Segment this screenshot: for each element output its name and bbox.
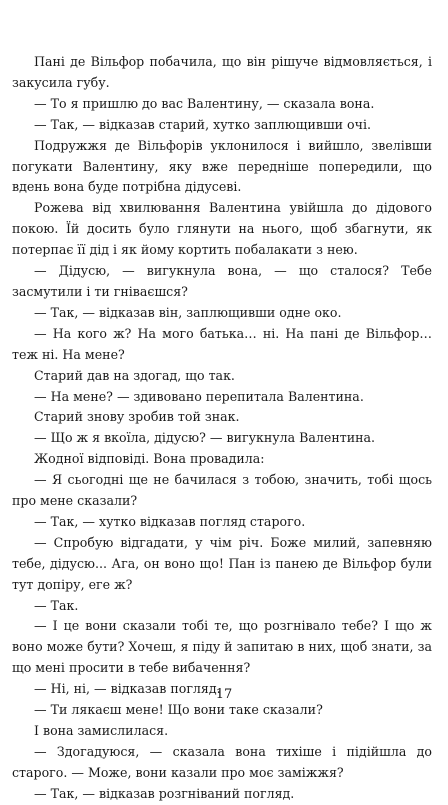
paragraph: Рожева від хвилювання Валентина увійшла до дідового покою. Їй досить було глянути на нього, щоб збагнути, як потерпає її дід і як йому кортить побалакати з нею.: [12, 200, 432, 258]
paragraph: — Дідусю, — вигукнула вона, — що сталося? Тебе засмутили і ти гніваєшся?: [12, 263, 432, 299]
paragraph: — Що ж я вкоїла, дідусю? — вигукнула Валентина.: [34, 430, 376, 446]
page-number: 17: [215, 687, 233, 702]
paragraph: — Ні, ні, — відказав погляд.: [34, 681, 221, 697]
paragraph: — Так, — хутко відказав погляд старого.: [34, 513, 306, 529]
paragraph: Подружжя де Вільфорів уклонилося і вийшло, звелівши погукати Валентину, яку вже передніше попередили, що вдень вона буде потрібна дідусеві.: [12, 137, 432, 195]
paragraph: — Так.: [34, 597, 79, 613]
paragraph: — То я пришлю до вас Валентину, — сказала вона.: [34, 95, 375, 111]
paragraph: — Так, — відказав він, заплющивши одне око.: [34, 304, 342, 320]
paragraph: — Так, — відказав розгніваний погляд.: [34, 785, 295, 801]
paragraph: — На кого ж? На мого батька… ні. На пані де Вільфор… теж ні. На мене?: [12, 325, 432, 362]
paragraph: — Спробую відгадати, у чім річ. Боже милий, запевняю тебе, дідусю... Ага, он воно що! Пан із панею де Вільфор були тут допіру, еге ж?: [12, 534, 432, 592]
paragraph: — Так, — відказав старий, хутко заплющивши очі.: [34, 116, 371, 132]
paragraph: І вона замислилася.: [34, 723, 169, 738]
paragraph: — Ти лякаєш мене! Що вони таке сказали?: [34, 702, 323, 718]
paragraph: — На мене? — здивовано перепитала Валентина.: [34, 388, 364, 404]
paragraph: — Здогадуюся, — сказала вона тихіше і підійшла до старого. — Може, вони казали про моє заміжжя?: [12, 743, 432, 780]
paragraph: — І це вони сказали тобі те, що розгнівало тебе? І що ж воно може бути? Хочеш, я піду й запитаю в них, щоб знати, за що мені просити в тебе вибачення?: [12, 618, 432, 676]
paragraph: — Я сьогодні ще не бачилася з тобою, значить, тобі щось про мене сказали?: [12, 472, 432, 509]
paragraph: Жодної відповіді. Вона провадила:: [34, 451, 265, 467]
paragraph: Старий знову зробив той знак.: [34, 409, 240, 425]
paragraph: Пані де Вільфор побачила, що він рішуче відмовляється, і закусила губу.: [12, 54, 432, 90]
paragraph: Старий дав на здогад, що так.: [34, 367, 235, 383]
